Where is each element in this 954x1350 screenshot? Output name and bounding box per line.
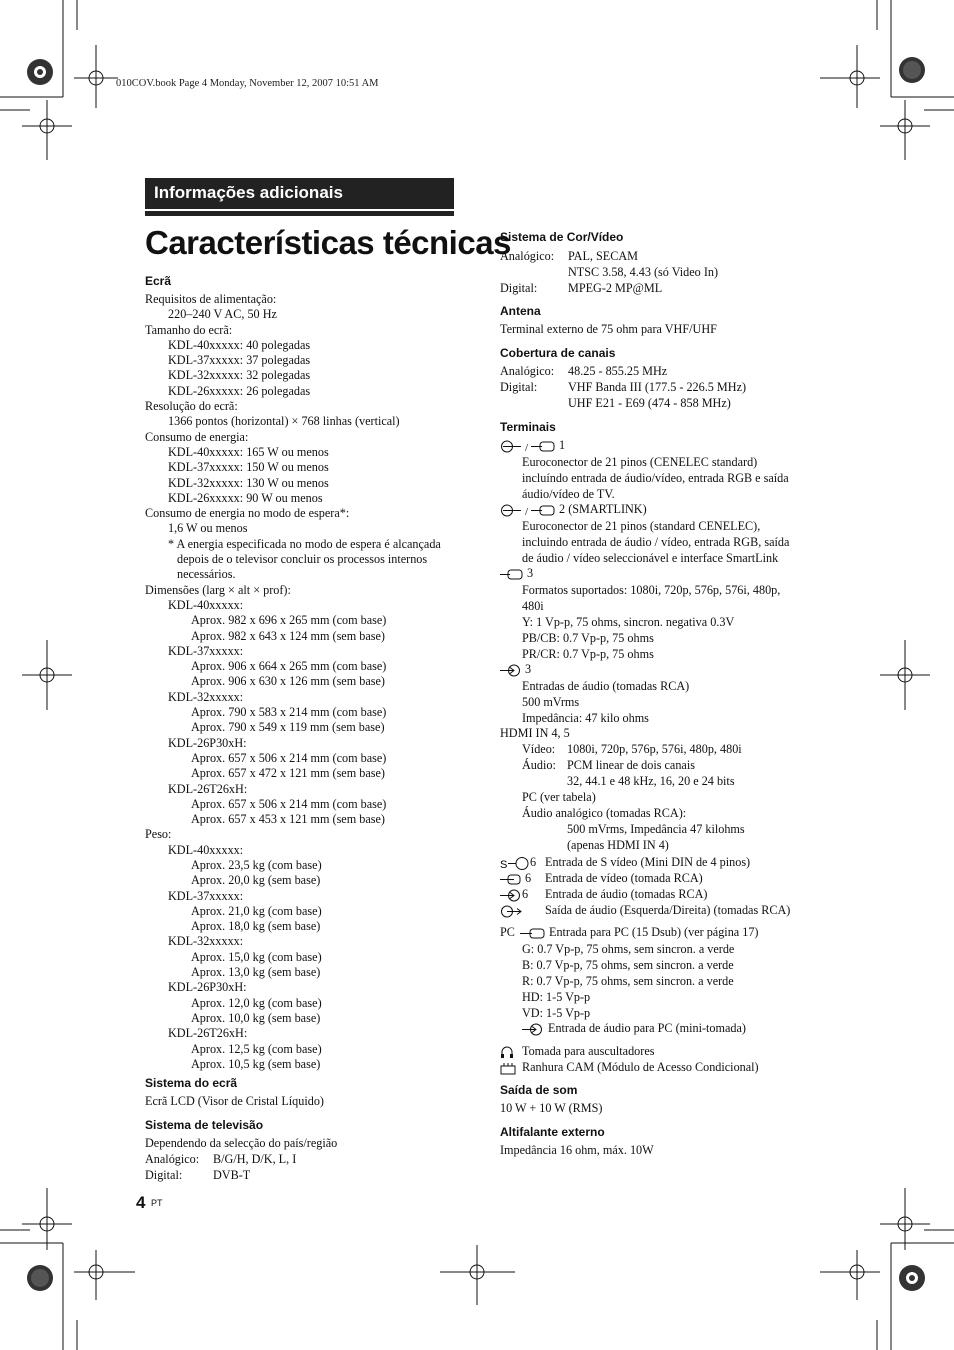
component-input-icon (500, 568, 524, 581)
spec-line: KDL-26P30xH: (168, 735, 247, 750)
cv-digital-label: Digital: (500, 281, 538, 295)
terminal-1-label: 1 (559, 438, 566, 452)
spec-line: KDL-40xxxxx: (168, 597, 244, 612)
spec-line: KDL-37xxxxx: (168, 643, 244, 658)
spec-line: Aprox. 657 x 506 x 214 mm (com base) (191, 796, 387, 811)
spec-line: KDL-26xxxxx: 26 polegadas (168, 383, 311, 398)
spec-line: PR/CR: 0.7 Vp-p, 75 ohms (522, 647, 654, 661)
spec-line: Aprox. 906 x 630 x 126 mm (sem base) (191, 674, 385, 689)
terminal-2-label: 2 (SMARTLINK) (559, 502, 647, 516)
tv-digital-label: Digital: (145, 1168, 183, 1182)
audio-input-icon (500, 889, 522, 902)
spec-line: Aprox. 790 x 549 x 119 mm (sem base) (191, 720, 385, 735)
spec-line: Aprox. 982 x 696 x 265 mm (com base) (191, 613, 387, 628)
spec-line: 1366 pontos (horizontal) × 768 linhas (vertical) (168, 414, 400, 429)
terminal-1-desc (522, 454, 789, 502)
spec-line: R: 0.7 Vp-p, 75 ohms, sem sincron. a verde (522, 974, 734, 988)
section-underline (145, 211, 454, 216)
hdmi-analog3: (apenas HDMI IN 4) (567, 838, 669, 852)
audio-in-num: 6 (522, 887, 529, 901)
audio-output-icon (500, 905, 522, 918)
hdmi-analog: Áudio analógico (tomadas RCA): (522, 806, 687, 820)
cv-analog-value2: NTSC 3.58, 4.43 (só Video In) (568, 265, 719, 279)
spec-line: Aprox. 790 x 583 x 214 mm (com base) (191, 705, 387, 720)
video-in-row (500, 871, 531, 886)
spec-line: Consumo de energia: (145, 429, 249, 444)
spec-line: 220–240 V AC, 50 Hz (168, 307, 277, 322)
pc-audio-text: Entrada de áudio para PC (mini-tomada) (548, 1021, 746, 1035)
heading-saida-som: Saída de som (500, 1083, 578, 1097)
cv-analog-label: Analógico: (500, 249, 555, 263)
spec-line: Aprox. 657 x 453 x 121 mm (sem base) (191, 812, 385, 827)
video-in-num: 6 (525, 871, 532, 885)
terminal-2 (500, 502, 647, 517)
spec-line: Aprox. 657 x 506 x 214 mm (com base) (191, 750, 387, 765)
spec-line: Tamanho do ecrã: (145, 322, 233, 337)
page-title: Características técnicas (145, 224, 511, 261)
spec-line: Aprox. 10,0 kg (sem base) (191, 1010, 321, 1025)
spec-line: Entradas de áudio (tomadas RCA) (522, 679, 690, 693)
hdmi-label: HDMI IN 4, 5 (500, 726, 570, 740)
scart-io-icon (500, 504, 556, 517)
sistema-ecra-text: Ecrã LCD (Visor de Cristal Líquido) (145, 1094, 324, 1108)
spec-line: incluindo entrada de áudio / vídeo, entrada RGB, saída (522, 535, 790, 549)
spec-line: VD: 1-5 Vp-p (522, 1006, 591, 1020)
video-in-text: Entrada de vídeo (tomada RCA) (545, 871, 703, 885)
spec-line: KDL-37xxxxx: (168, 888, 244, 903)
cam-text: Ranhura CAM (Módulo de Acesso Condicional) (522, 1060, 759, 1074)
spec-line: Aprox. 23,5 kg (com base) (191, 857, 322, 872)
antena-text: Terminal externo de 75 ohm para VHF/UHF (500, 322, 717, 336)
spec-line: Aprox. 21,0 kg (com base) (191, 903, 322, 918)
cam-row (500, 1060, 516, 1075)
spec-line: KDL-26xxxxx: 90 W ou menos (168, 490, 323, 505)
hdmi-video: 1080i, 720p, 576p, 576i, 480p, 480i (567, 742, 742, 756)
ecra-list (145, 292, 441, 1072)
spec-line: KDL-40xxxxx: (168, 842, 244, 857)
svg-text:/: / (525, 441, 529, 453)
spec-line: Resolução do ecrã: (145, 399, 238, 414)
headphones-row (500, 1044, 514, 1059)
pc-label: PC (500, 925, 515, 939)
audio-input-icon (500, 664, 522, 677)
pc-text: Entrada para PC (15 Dsub) (ver página 17) (549, 925, 759, 939)
terminal-3 (500, 566, 533, 581)
cob-analog-label: Analógico: (500, 364, 555, 378)
terminal-3-label: 3 (527, 566, 534, 580)
spec-line: necessários. (177, 567, 236, 582)
terminal-2-desc (522, 518, 789, 566)
spec-line: 500 mVrms (522, 695, 580, 709)
spec-line: Aprox. 20,0 kg (sem base) (191, 873, 321, 888)
spec-line: Aprox. 15,0 kg (com base) (191, 949, 322, 964)
spec-line: KDL-32xxxxx: 32 polegadas (168, 368, 311, 383)
spec-line: Aprox. 657 x 472 x 121 mm (sem base) (191, 766, 385, 781)
video-input-icon (500, 873, 522, 886)
s-video-row (500, 855, 536, 870)
spec-line: KDL-26T26xH: (168, 1026, 248, 1041)
heading-sistema-tv: Sistema de televisão (145, 1118, 264, 1132)
spec-line: Aprox. 10,5 kg (sem base) (191, 1056, 321, 1071)
spec-line: Impedância: 47 kilo ohms (522, 711, 649, 725)
spec-line: Aprox. 13,0 kg (sem base) (191, 965, 321, 980)
spec-line: Aprox. 12,0 kg (com base) (191, 995, 322, 1010)
pc-row (500, 925, 546, 940)
spec-line: HD: 1-5 Vp-p (522, 990, 591, 1004)
audio-input-icon (522, 1023, 544, 1036)
terminal-3-audio (500, 662, 531, 677)
spec-line: 1,6 W ou menos (168, 521, 248, 536)
section-bar (145, 178, 454, 209)
spec-line: KDL-32xxxxx: 130 W ou menos (168, 475, 329, 490)
svg-text:/: / (525, 505, 529, 517)
spec-line: Euroconector de 21 pinos (CENELEC standard) (522, 455, 758, 469)
page-lang: PT (151, 1198, 163, 1208)
spec-line: KDL-37xxxxx: 150 W ou menos (168, 460, 329, 475)
hdmi-audio-label: Áudio: (522, 758, 556, 772)
spec-line: Euroconector de 21 pinos (standard CENELEC), (522, 519, 761, 533)
spec-line: G: 0.7 Vp-p, 75 ohms, sem sincron. a verde (522, 942, 735, 956)
tv-digital-value: DVB-T (213, 1168, 251, 1182)
spec-line: KDL-40xxxxx: 40 polegadas (168, 337, 311, 352)
heading-cor-video: Sistema de Cor/Vídeo (500, 230, 624, 244)
heading-cobertura: Cobertura de canais (500, 346, 616, 360)
sistema-tv-text: Dependendo da selecção do país/região (145, 1136, 338, 1150)
audio-out-text: Saída de áudio (Esquerda/Direita) (tomadas RCA) (545, 903, 791, 917)
cob-digital-value2: UHF E21 - E69 (474 - 858 MHz) (568, 396, 731, 410)
spec-line: incluíndo entrada de áudio/vídeo, entrada RGB e saída (522, 471, 789, 485)
audio-out-row (500, 903, 522, 918)
pc-input-icon (518, 927, 546, 940)
spec-line: Aprox. 12,5 kg (com base) (191, 1041, 322, 1056)
spec-line: 480i (522, 599, 544, 613)
page-number: 4 (136, 1193, 146, 1212)
audio-in-row (500, 887, 528, 902)
headphones-icon (500, 1046, 514, 1059)
s-video-num: 6 (530, 855, 537, 869)
s-video-icon (500, 857, 530, 870)
spec-line: áudio/vídeo de TV. (522, 487, 615, 501)
terminal-3-audio-label: 3 (525, 662, 532, 676)
cam-slot-icon (500, 1062, 516, 1075)
cob-digital-value1: VHF Banda III (177.5 - 226.5 MHz) (568, 380, 747, 394)
spec-line: Consumo de energia no modo de espera*: (145, 506, 350, 521)
spec-line: KDL-37xxxxx: 37 polegadas (168, 353, 311, 368)
s-video-text: Entrada de S vídeo (Mini DIN de 4 pinos) (545, 855, 751, 869)
hdmi-analog2: 500 mVrms, Impedância 47 kilohms (567, 822, 745, 836)
heading-antena: Antena (500, 304, 541, 318)
svg-text:S: S (500, 858, 508, 870)
cob-digital-label: Digital: (500, 380, 538, 394)
terminal-3-audio-desc (522, 678, 689, 726)
heading-terminais: Terminais (500, 420, 556, 434)
hdmi-audio2: 32, 44.1 e 48 kHz, 16, 20 e 24 bits (567, 774, 735, 788)
spec-line: KDL-26P30xH: (168, 980, 247, 995)
scart-io-icon (500, 440, 556, 453)
registration-mark-icon (74, 45, 118, 108)
spec-line: PB/CB: 0.7 Vp-p, 75 ohms (522, 631, 654, 645)
spec-line: Aprox. 906 x 664 x 265 mm (com base) (191, 659, 387, 674)
spec-line: Aprox. 982 x 643 x 124 mm (sem base) (191, 628, 385, 643)
file-header: 010COV.book Page 4 Monday, November 12, 2007 10:51 AM (116, 78, 379, 89)
spec-line: B: 0.7 Vp-p, 75 ohms, sem sincron. a verde (522, 958, 734, 972)
cv-digital-value: MPEG-2 MP@ML (568, 281, 663, 295)
spec-line: depois de o televisor concluir os processos internos (177, 552, 428, 567)
spec-line: Y: 1 Vp-p, 75 ohms, sincron. negativa 0.3V (522, 615, 735, 629)
spec-line: de áudio / vídeo seleccionável e interface SmartLink (522, 551, 779, 565)
section-title: Informações adicionais (154, 183, 343, 202)
spec-line: Dimensões (larg × alt × prof): (145, 582, 291, 597)
spec-line: Formatos suportados: 1080i, 720p, 576p, 576i, 480p, (522, 583, 781, 597)
audio-in-text: Entrada de áudio (tomadas RCA) (545, 887, 708, 901)
spec-line: Aprox. 18,0 kg (sem base) (191, 919, 321, 934)
terminal-3-desc (522, 582, 780, 662)
altifalante-text: Impedância 16 ohm, máx. 10W (500, 1143, 654, 1157)
headphones-text: Tomada para auscultadores (522, 1044, 655, 1058)
heading-sistema-ecra: Sistema do ecrã (145, 1076, 238, 1090)
pc-lines (522, 941, 734, 1021)
spec-line: KDL-26T26xH: (168, 781, 248, 796)
heading-ecra: Ecrã (145, 274, 172, 288)
terminal-1 (500, 438, 565, 453)
cob-analog-value: 48.25 - 855.25 MHz (568, 364, 668, 378)
hdmi-pc: PC (ver tabela) (522, 790, 596, 804)
spec-line: Requisitos de alimentação: (145, 292, 277, 306)
spec-line: Peso: (145, 827, 172, 842)
tv-analog-value: B/G/H, D/K, L, I (213, 1152, 297, 1166)
cv-analog-value1: PAL, SECAM (568, 249, 638, 263)
pc-audio-row (522, 1021, 544, 1036)
tv-analog-label: Analógico: (145, 1152, 200, 1166)
spec-line: * A energia especificada no modo de espera é alcançada (168, 536, 441, 551)
heading-altifalante: Altifalante externo (500, 1125, 605, 1139)
hdmi-audio1: PCM linear de dois canais (567, 758, 695, 772)
spec-line: KDL-40xxxxx: 165 W ou menos (168, 444, 329, 459)
spec-line: KDL-32xxxxx: (168, 689, 244, 704)
hdmi-video-label: Vídeo: (522, 742, 556, 756)
spec-line: KDL-32xxxxx: (168, 934, 244, 949)
saida-som-text: 10 W + 10 W (RMS) (500, 1101, 603, 1115)
